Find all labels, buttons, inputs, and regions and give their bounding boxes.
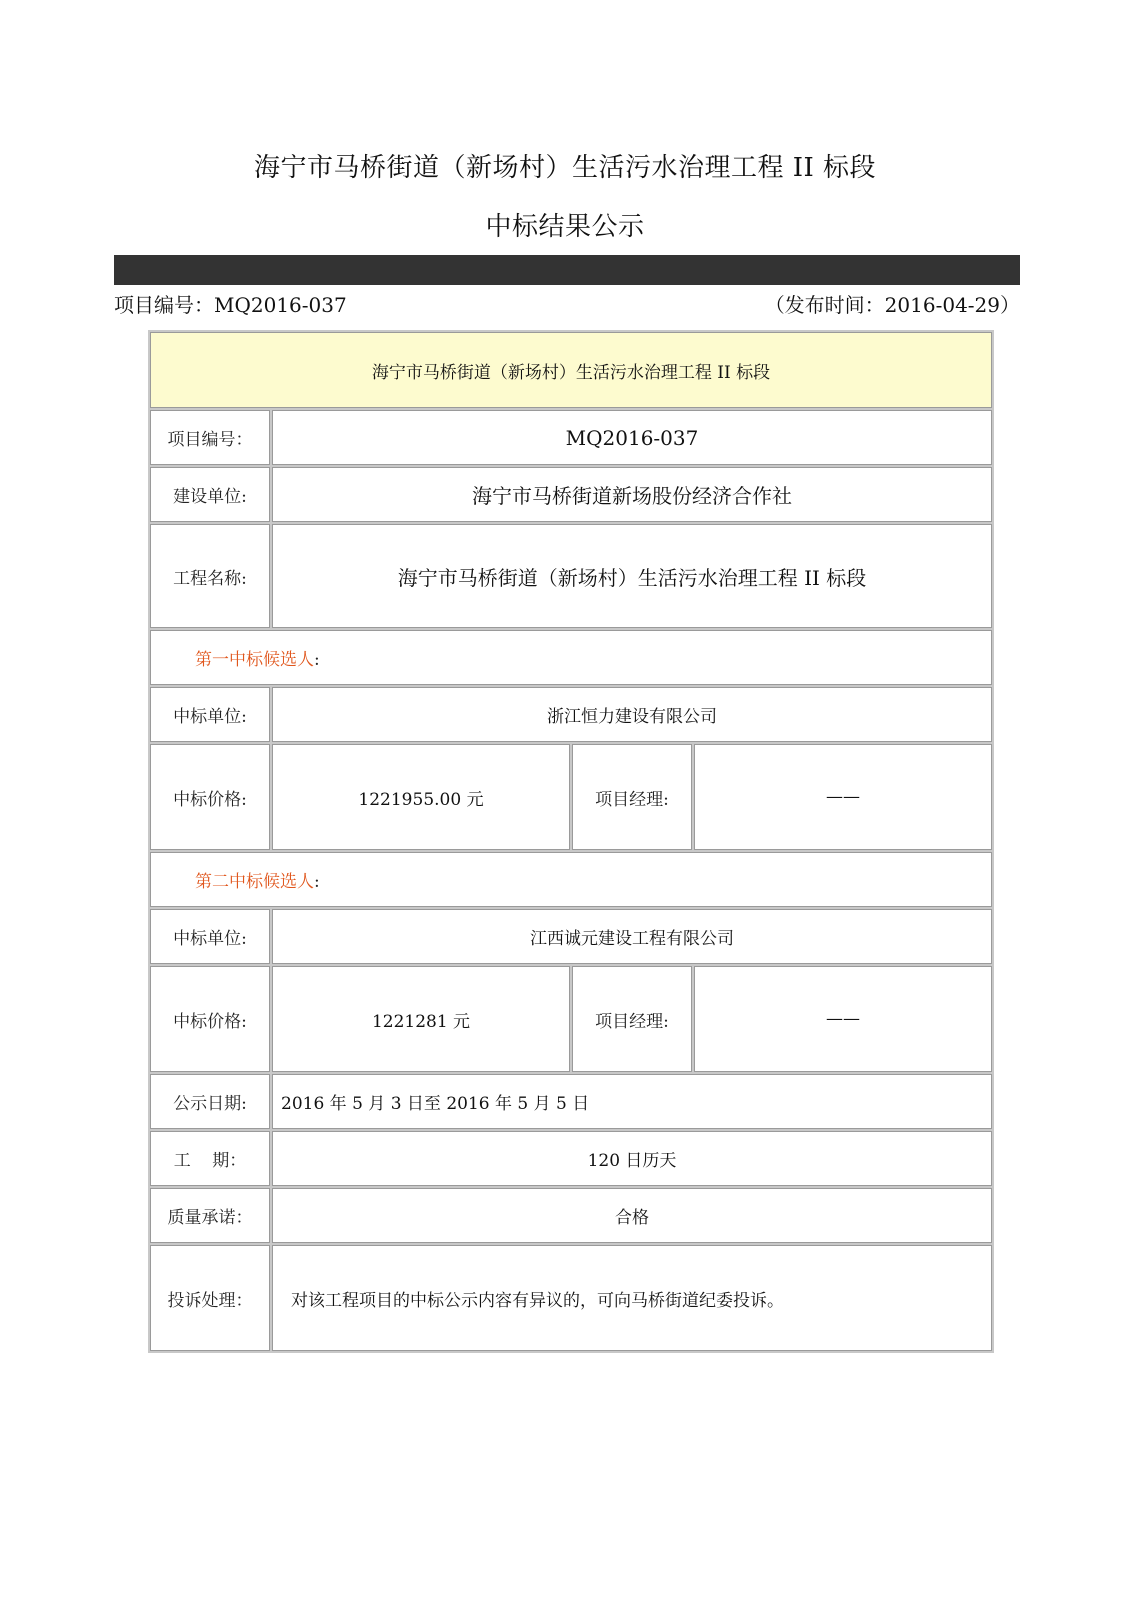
candidate2-price-label: 中标价格:: [150, 966, 270, 1072]
candidate2-price: 1221281 元: [272, 966, 570, 1072]
candidate1-company-label: 中标单位:: [150, 687, 270, 742]
table-heading: 海宁市马桥街道（新场村）生活污水治理工程 II 标段: [150, 332, 992, 408]
project-name-value: 海宁市马桥街道（新场村）生活污水治理工程 II 标段: [272, 524, 992, 628]
candidate2-section-label: 第二中标候选人: [195, 872, 314, 892]
candidate1-price: 1221955.00 元: [272, 744, 570, 850]
candidate1-manager: ——: [694, 744, 992, 850]
document-title: 海宁市马桥街道（新场村）生活污水治理工程 II 标段: [253, 153, 877, 183]
candidate2-section-colon: :: [314, 872, 320, 892]
candidate1-manager-label: 项目经理:: [572, 744, 692, 850]
candidate2-manager-label: 项目经理:: [572, 966, 692, 1072]
meta-row: [114, 289, 1020, 319]
owner-value: 海宁市马桥街道新场股份经济合作社: [272, 467, 992, 522]
candidate2-manager: ——: [694, 966, 992, 1072]
quality-value: 合格: [272, 1188, 992, 1243]
duration-label: 工 期：: [150, 1131, 270, 1186]
document-subtitle: 中标结果公示: [485, 212, 645, 242]
candidate1-section: [150, 630, 992, 685]
complaint-label: 投诉处理：: [150, 1245, 270, 1351]
candidate1-section-colon: :: [314, 650, 320, 670]
project-number-value: MQ2016-037: [272, 410, 992, 465]
notice-date-value: 2016 年 5 月 3 日至 2016 年 5 月 5 日: [272, 1074, 992, 1129]
candidate2-company-label: 中标单位:: [150, 909, 270, 964]
duration-value: 120 日历天: [272, 1131, 992, 1186]
header-divider-bar: [114, 255, 1020, 285]
owner-label: 建设单位:: [150, 467, 270, 522]
project-name-label: 工程名称:: [150, 524, 270, 628]
quality-label: 质量承诺：: [150, 1188, 270, 1243]
result-table: [148, 330, 986, 1353]
candidate2-company: 江西诚元建设工程有限公司: [272, 909, 992, 964]
candidate1-price-label: 中标价格:: [150, 744, 270, 850]
complaint-value: 对该工程项目的中标公示内容有异议的，可向马桥街道纪委投诉。: [272, 1245, 992, 1351]
project-number-text: 项目编号：MQ2016-037: [114, 293, 347, 317]
publish-time-text: （发布时间：2016-04-29）: [764, 293, 1020, 317]
candidate1-company: 浙江恒力建设有限公司: [272, 687, 992, 742]
candidate2-section: [150, 852, 992, 907]
notice-date-label: 公示日期:: [150, 1074, 270, 1129]
project-number-label: 项目编号：: [150, 410, 270, 465]
candidate1-section-label: 第一中标候选人: [195, 650, 314, 670]
